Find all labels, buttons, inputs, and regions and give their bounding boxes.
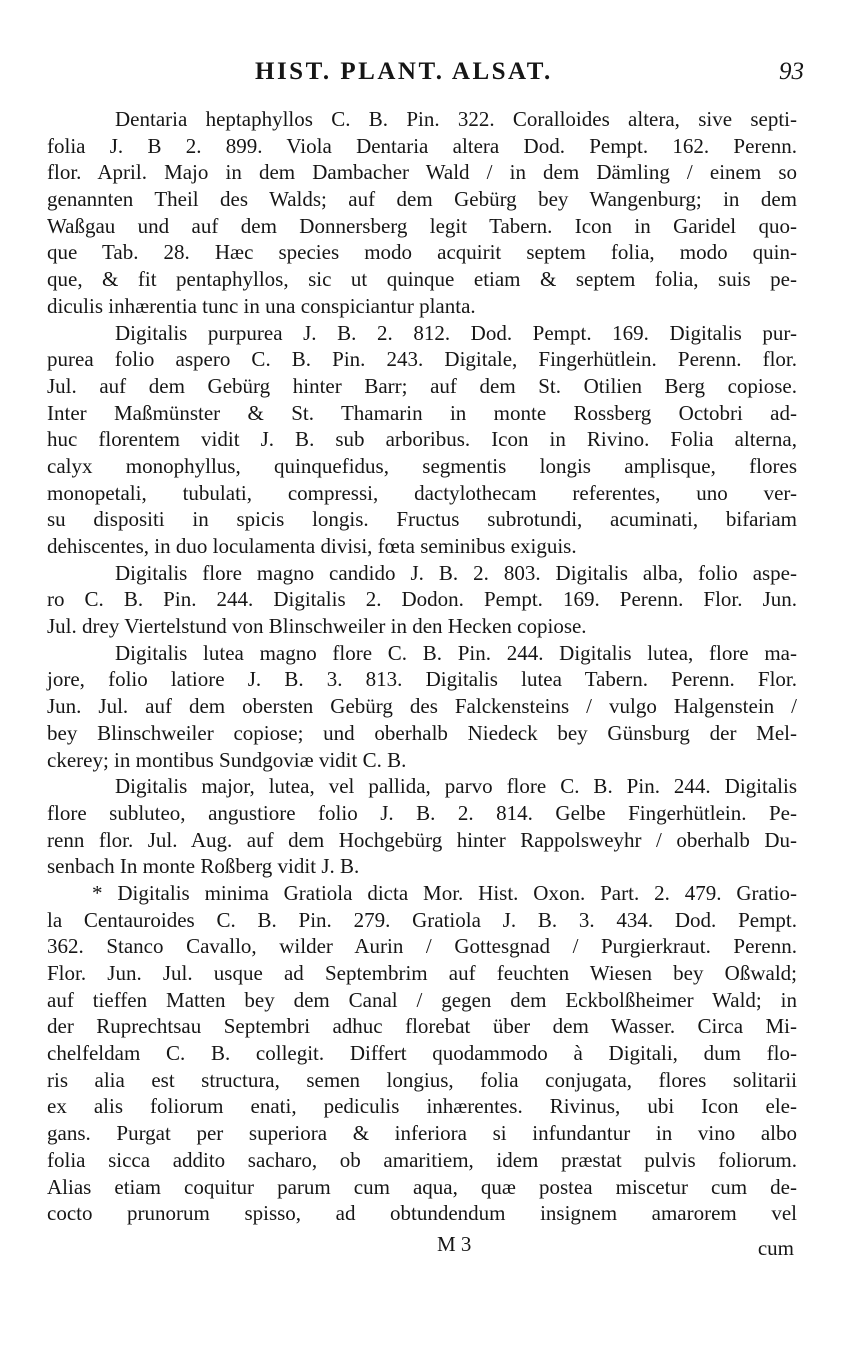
text-line: chelfeldam C. B. collegit. Differt quodammodo à Digitali, dum flo- [47, 1041, 797, 1066]
page-number: 93 [779, 58, 804, 85]
text-line: diculis inhærentia tunc in una conspiciantur planta. [47, 293, 476, 318]
text-line: * Digitalis minima Gratiola dicta Mor. Hist. Oxon. Part. 2. 479. Gratio- [92, 880, 797, 905]
catchword: cum [757, 1236, 794, 1260]
text-line: jore, folio latiore J. B. 3. 813. Digitalis lutea Tabern. Perenn. Flor. [47, 667, 797, 692]
text-line: dehiscentes, in duo loculamenta divisi, fœta seminibus exiguis. [47, 534, 577, 558]
text-line: monopetali, tubulati, compressi, dactylothecam referentes, uno ver- [47, 480, 797, 505]
text-line: ckerey; in montibus Sundgoviæ vidit C. B. [47, 747, 407, 772]
body-text [47, 106, 797, 1227]
text-line: renn flor. Jul. Aug. auf dem Hochgebürg hinter Rappolsweyhr / oberhalb Du- [47, 827, 797, 852]
text-line: que Tab. 28. Hæc species modo acquirit septem folia, modo quin- [47, 240, 797, 265]
text-line: Digitalis purpurea J. B. 2. 812. Dod. Pempt. 169. Digitalis pur- [115, 320, 797, 345]
text-line: ris alia est structura, semen longius, folia conjugata, flores solitarii [47, 1067, 797, 1092]
text-line: su dispositi in spicis longis. Fructus subrotundi, acuminati, bifariam [47, 507, 797, 532]
text-line: la Centauroides C. B. Pin. 279. Gratiola J. B. 3. 434. Dod. Pempt. [47, 907, 797, 932]
text-line: huc florentem vidit J. B. sub arboribus. Icon in Rivino. Folia alterna, [47, 427, 797, 452]
text-line: Waßgau und auf dem Donnersberg legit Tabern. Icon in Garidel quo- [47, 213, 797, 238]
page-footer [0, 1232, 850, 1262]
text-line: flore subluteo, angustiore folio J. B. 2. 814. Gelbe Fingerhütlein. Pe- [47, 800, 797, 825]
text-line: Dentaria heptaphyllos C. B. Pin. 322. Coralloides altera, sive septi- [115, 107, 797, 131]
text-line: Digitalis flore magno candido J. B. 2. 803. Digitalis alba, folio aspe- [115, 560, 797, 585]
text-line: Flor. Jun. Jul. usque ad Septembrim auf feuchten Wiesen bey Oßwald; [47, 961, 797, 985]
text-line: flor. April. Majo in dem Dambacher Wald / in dem Dämling / einem so [47, 160, 797, 185]
text-line: Jul. auf dem Gebürg hinter Barr; auf dem St. Otilien Berg copiose. [47, 373, 797, 398]
text-line: senbach In monte Roßberg vidit J. B. [47, 854, 360, 879]
text-line: Digitalis major, lutea, vel pallida, parvo flore C. B. Pin. 244. Digitalis [115, 774, 797, 799]
text-line: que, & fit pentaphyllos, sic ut quinque etiam & septem folia, suis pe- [47, 267, 797, 292]
page-header [0, 58, 850, 92]
running-title: HIST. PLANT. ALSAT. [255, 58, 553, 85]
text-line: auf tieffen Matten bey dem Canal / gegen dem Eckbolßheimer Wald; in [47, 987, 797, 1012]
text-line: gans. Purgat per superiora & inferiora si infundantur in vino albo [47, 1121, 797, 1146]
text-line: folia J. B 2. 899. Viola Dentaria altera Dod. Pempt. 162. Perenn. [47, 133, 797, 158]
text-line: Alias etiam coquitur parum cum aqua, quæ postea miscetur cum de- [47, 1174, 797, 1199]
signature-mark: M 3 [437, 1232, 472, 1256]
text-line: Digitalis lutea magno flore C. B. Pin. 244. Digitalis lutea, flore ma- [115, 640, 797, 665]
text-line: genannten Theil des Walds; auf dem Gebürg bey Wangenburg; in dem [47, 187, 797, 212]
text-line: purea folio aspero C. B. Pin. 243. Digitale, Fingerhütlein. Perenn. flor. [47, 347, 797, 372]
text-line: bey Blinschweiler copiose; und oberhalb Niedeck bey Günsburg der Mel- [47, 720, 797, 745]
text-line: 362. Stanco Cavallo, wilder Aurin / Gottesgnad / Purgierkraut. Perenn. [47, 934, 797, 959]
text-line: Inter Maßmünster & St. Thamarin in monte Rossberg Octobri ad- [47, 400, 797, 425]
text-line: ro C. B. Pin. 244. Digitalis 2. Dodon. Pempt. 169. Perenn. Flor. Jun. [47, 587, 797, 612]
text-line: folia sicca addito sacharo, ob amaritiem, idem præstat pulvis foliorum. [47, 1147, 797, 1172]
text-line: Jul. drey Viertelstund von Blinschweiler in den Hecken copiose. [47, 614, 587, 639]
text-line: Jun. Jul. auf dem obersten Gebürg des Falckensteins / vulgo Halgenstein / [47, 694, 797, 719]
text-line: cocto prunorum spisso, ad obtundendum insignem amarorem vel [47, 1201, 797, 1226]
text-line: calyx monophyllus, quinquefidus, segmentis longis amplisque, flores [47, 453, 797, 478]
text-line: ex alis foliorum enati, pediculis inhærentes. Rivinus, ubi Icon ele- [47, 1094, 797, 1119]
text-line: der Ruprechtsau Septembri adhuc florebat über dem Wasser. Circa Mi- [47, 1014, 797, 1039]
